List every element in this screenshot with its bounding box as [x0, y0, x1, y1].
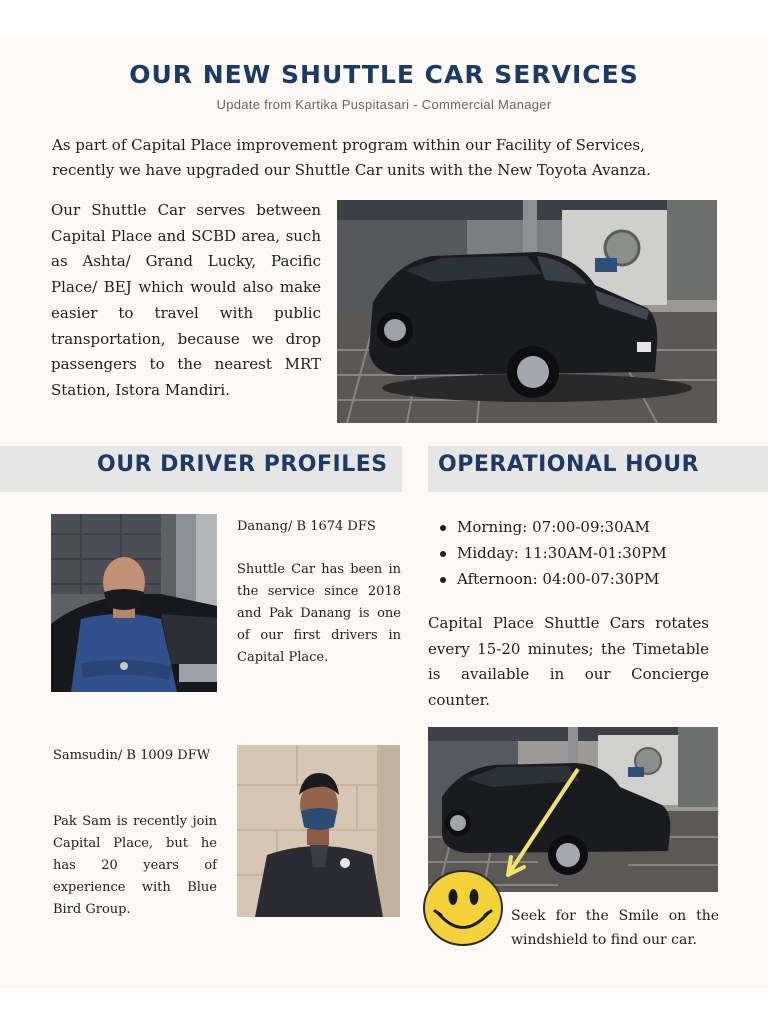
intro-paragraph [52, 133, 718, 183]
operational-hours-list [437, 514, 667, 592]
drivers-heading: OUR DRIVER PROFILES [0, 446, 402, 492]
hours-afternoon: Afternoon: 04:00-07:30PM [437, 566, 667, 592]
driver-danang-name: Danang/ B 1674 DFS [237, 519, 376, 534]
page-title: OUR NEW SHUTTLE CAR SERVICES [129, 60, 639, 89]
smiley-icon [421, 868, 505, 948]
intro-line-2: recently we have upgraded our Shuttle Car units with the New Toyota Avanza. [52, 161, 651, 179]
intro-line-1: As part of Capital Place improvement program within our Facility of Services, [52, 136, 645, 154]
hours-heading: OPERATIONAL HOUR [428, 446, 768, 492]
hours-midday: Midday: 11:30AM-01:30PM [437, 540, 667, 566]
driver-danang-photo [51, 514, 217, 692]
page-subtitle: Update from Kartika Puspitasari - Commercial Manager [216, 97, 552, 112]
driver-samsudin-bio: Pak Sam is recently join Capital Place, but he has 20 years of experience with Blue Bird Group. [53, 814, 217, 917]
route-description: Our Shuttle Car serves between Capital Place and SCBD area, such as Ashta/ Grand Lucky, Pacific Place/ BEJ which would also make easier to travel with public transportation, because we drop passengers to the nearest MRT Station, Istora Mandiri. [51, 201, 321, 399]
driver-danang-bio: Shuttle Car has been in the service since 2018 and Pak Danang is one of our first drivers in Capital Place. [237, 562, 401, 665]
rotation-note: Capital Place Shuttle Cars rotates every 15-20 minutes; the Timetable is available in our Concierge counter. [428, 614, 709, 710]
shuttle-car-photo [337, 200, 717, 423]
smile-note: Seek for the Smile on the windshield to find our car. [511, 908, 719, 948]
driver-samsudin-name: Samsudin/ B 1009 DFW [53, 748, 211, 763]
driver-samsudin-photo [237, 745, 400, 917]
hours-morning: Morning: 07:00-09:30AM [437, 514, 667, 540]
